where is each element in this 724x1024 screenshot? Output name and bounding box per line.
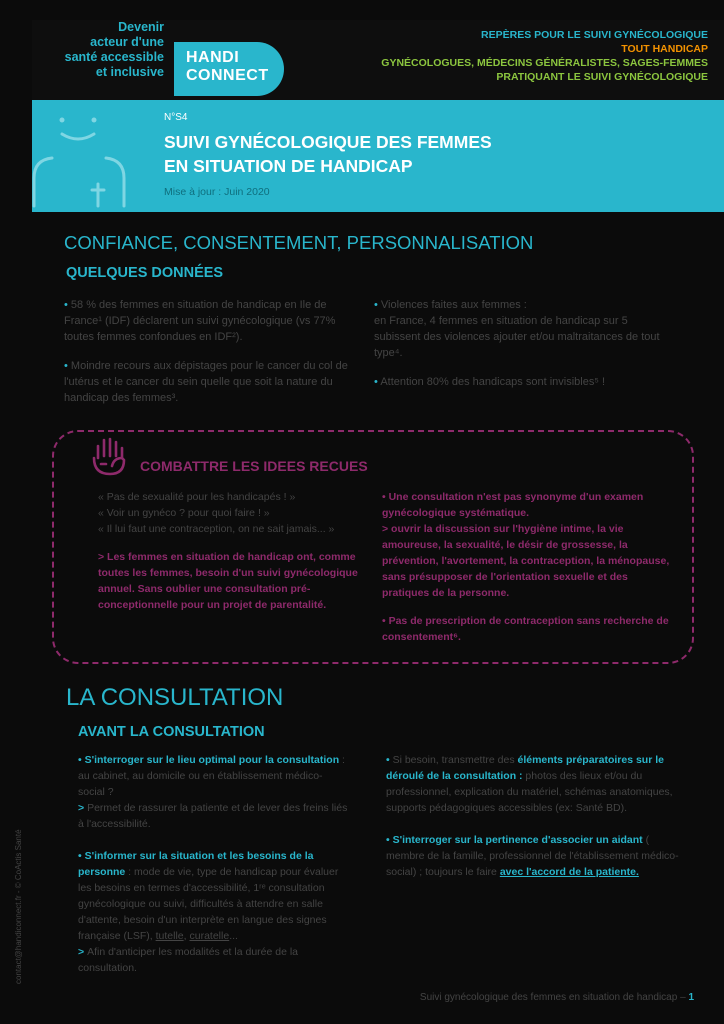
- before-column-right: [386, 752, 686, 896]
- bullet: •: [382, 491, 389, 503]
- title-line: SUIVI GYNÉCOLOGIQUE DES FEMMES: [164, 132, 492, 152]
- myth-point: > ouvrir la discussion sur l'hygiène intime, la vie amoureuse, la sexualité, le désir de grossesse, la prévention, l'avortement, la contraception, la ménopause, sans présupposer de l'orientation sexuelle et des pratiques de la personne.: [382, 523, 670, 599]
- myth-point-text: Pas de prescription de contraception sans recherche de consentement⁶.: [382, 615, 669, 643]
- section-title-confiance: CONFIANCE, CONSENTEMENT, PERSONNALISATION: [64, 232, 534, 253]
- advice-heading: éléments préparatoires sur le déroulé de la consultation :: [386, 754, 664, 782]
- myth-quote: « Il lui faut une contraception, on ne sait jamais... »: [98, 523, 335, 535]
- title-banner: [32, 100, 724, 212]
- section-title-consultation: LA CONSULTATION: [66, 684, 284, 711]
- data-item: [64, 358, 354, 406]
- arrow-marker: >: [78, 946, 88, 958]
- data-text: en France, 4 femmes en situation de handicap sur 5 subissent des violences ajouter et/ou maltraitances de tout type⁴.: [374, 315, 660, 359]
- data-item: [374, 297, 674, 361]
- myth-quote: « Voir un gynéco ? pour quoi faire ! »: [98, 507, 270, 519]
- header-line-professionals: GYNÉCOLOGUES, MÉDECINS GÉNÉRALISTES, SAGES-FEMMES: [381, 57, 708, 69]
- data-text: 58 % des femmes en situation de handicap en Ile de France¹ (IDF) déclarent un suivi gynécologique (vs 77% toutes femmes confondues en IDF²).: [64, 299, 336, 343]
- advice-text: photos des lieux et/ou du professionnel, explication du matériel, schémas anatomiques, supports pédagogiques accessibles (ex: Santé BD).: [386, 770, 673, 814]
- tutelle-link[interactable]: tutelle: [155, 930, 184, 942]
- arrow-marker: >: [78, 802, 88, 814]
- data-text: Moindre recours aux dépistages pour le cancer du col de l'utérus et le cancer du sein quelle que soit la nature du handicap des femmes³.: [64, 360, 348, 404]
- advice-text: ...: [229, 930, 238, 942]
- sheet-number: N°S4: [164, 112, 188, 123]
- bullet: •: [64, 299, 71, 311]
- myths-title: COMBATTRE LES IDEES RECUES: [140, 458, 368, 474]
- header-line-reperes: REPÈRES POUR LE SUIVI GYNÉCOLOGIQUE: [481, 29, 708, 41]
- separator: ,: [183, 930, 190, 942]
- bullet: •: [78, 754, 85, 766]
- data-column-left: [64, 297, 354, 419]
- title-line: EN SITUATION DE HANDICAP: [164, 156, 413, 176]
- data-text: Attention 80% des handicaps sont invisibles⁵ !: [380, 376, 606, 388]
- logo-line: HANDI: [186, 49, 240, 66]
- myth-quote: « Pas de sexualité pour les handicapés ! »: [98, 491, 296, 503]
- myth-point: [382, 489, 672, 521]
- myths-column-left: [98, 489, 378, 613]
- logo-line: CONNECT: [186, 67, 269, 84]
- myth-point: [382, 613, 672, 645]
- data-column-right: [374, 297, 674, 403]
- tagline-line: acteur d'une: [90, 35, 164, 49]
- header-line-practice: PRATIQUANT LE SUIVI GYNÉCOLOGIQUE: [496, 71, 708, 83]
- page-title: [164, 130, 492, 178]
- page-number: 1: [688, 992, 694, 1003]
- myth-answer: > Les femmes en situation de handicap ont, comme toutes les femmes, besoin d'un suivi gynécologique annuel. Sans oublier une consultation pré-conceptionnelle pour un projet de parentalité.: [98, 551, 358, 611]
- advice-text: Si besoin, transmettre des: [392, 754, 518, 766]
- bullet: •: [382, 615, 389, 627]
- data-item: [374, 374, 674, 390]
- update-date: Mise à jour : Juin 2020: [164, 186, 270, 198]
- header-line-handicap: TOUT HANDICAP: [621, 43, 708, 55]
- bullet: •: [386, 834, 393, 846]
- bullet: •: [374, 376, 381, 388]
- curatelle-link[interactable]: curatelle: [189, 930, 230, 942]
- advice-text: : mode de vie, type de handicap pour évaluer les besoins en termes d'accessibilité, 1ʳᵉ consultation gynécologique ou suivi, difficultés à attendre en salle d'attente, besoin d'un interprète en langue des signes française (LSF),: [78, 866, 339, 942]
- bullet: •: [386, 754, 393, 766]
- tagline-line: et inclusive: [95, 65, 164, 79]
- advice-text: ( membre de la famille, professionnel de l'établissement médico-social) ; toujours le faire: [386, 834, 679, 878]
- consent-link[interactable]: avec l'accord de la patiente.: [499, 866, 639, 878]
- advice-text: : au cabinet, au domicile ou en établissement médico-social ?: [78, 754, 345, 798]
- myths-column-right: [382, 489, 672, 645]
- tagline: [36, 20, 164, 80]
- advice-text: Permet de rassurer la patiente et de lever des freins liés à l'accessibilité.: [78, 802, 348, 830]
- tagline-line: santé accessible: [64, 50, 164, 64]
- tagline-line: Devenir: [118, 20, 164, 34]
- myth-point-text: Une consultation n'est pas synonyme d'un examen gynécologique systématique.: [382, 491, 644, 519]
- subtitle-donnees: QUELQUES DONNÉES: [66, 265, 224, 281]
- header: [32, 20, 724, 100]
- advice-text: Afin d'anticiper les modalités et la durée de la consultation.: [78, 946, 299, 974]
- contact-sidebar: contact@handiconnect.fr - © CoActis Santé: [14, 829, 23, 984]
- header-subjects: [381, 28, 708, 84]
- subtitle-avant: AVANT LA CONSULTATION: [78, 724, 265, 740]
- advice-item: [78, 752, 348, 832]
- page-footer: [420, 992, 694, 1003]
- handiconnect-logo[interactable]: [174, 42, 284, 96]
- advice-heading: S'interroger sur la pertinence d'associer un aidant: [392, 834, 643, 846]
- advice-heading: S'interroger sur le lieu optimal pour la consultation: [84, 754, 340, 766]
- advice-item: [386, 832, 686, 880]
- bullet: •: [64, 360, 71, 372]
- bullet: •: [78, 850, 85, 862]
- hand-icon: [90, 436, 128, 476]
- mascot-icon: [32, 108, 132, 212]
- footer-text: Suivi gynécologique des femmes en situation de handicap –: [419, 992, 689, 1003]
- data-text: Violences faites aux femmes :: [380, 299, 527, 311]
- before-column-left: [78, 752, 348, 992]
- bullet: •: [374, 299, 381, 311]
- advice-item: [386, 752, 686, 816]
- data-item: [64, 297, 354, 345]
- advice-heading: S'informer sur la situation et les besoins de la personne: [78, 850, 314, 878]
- advice-item: [78, 848, 348, 976]
